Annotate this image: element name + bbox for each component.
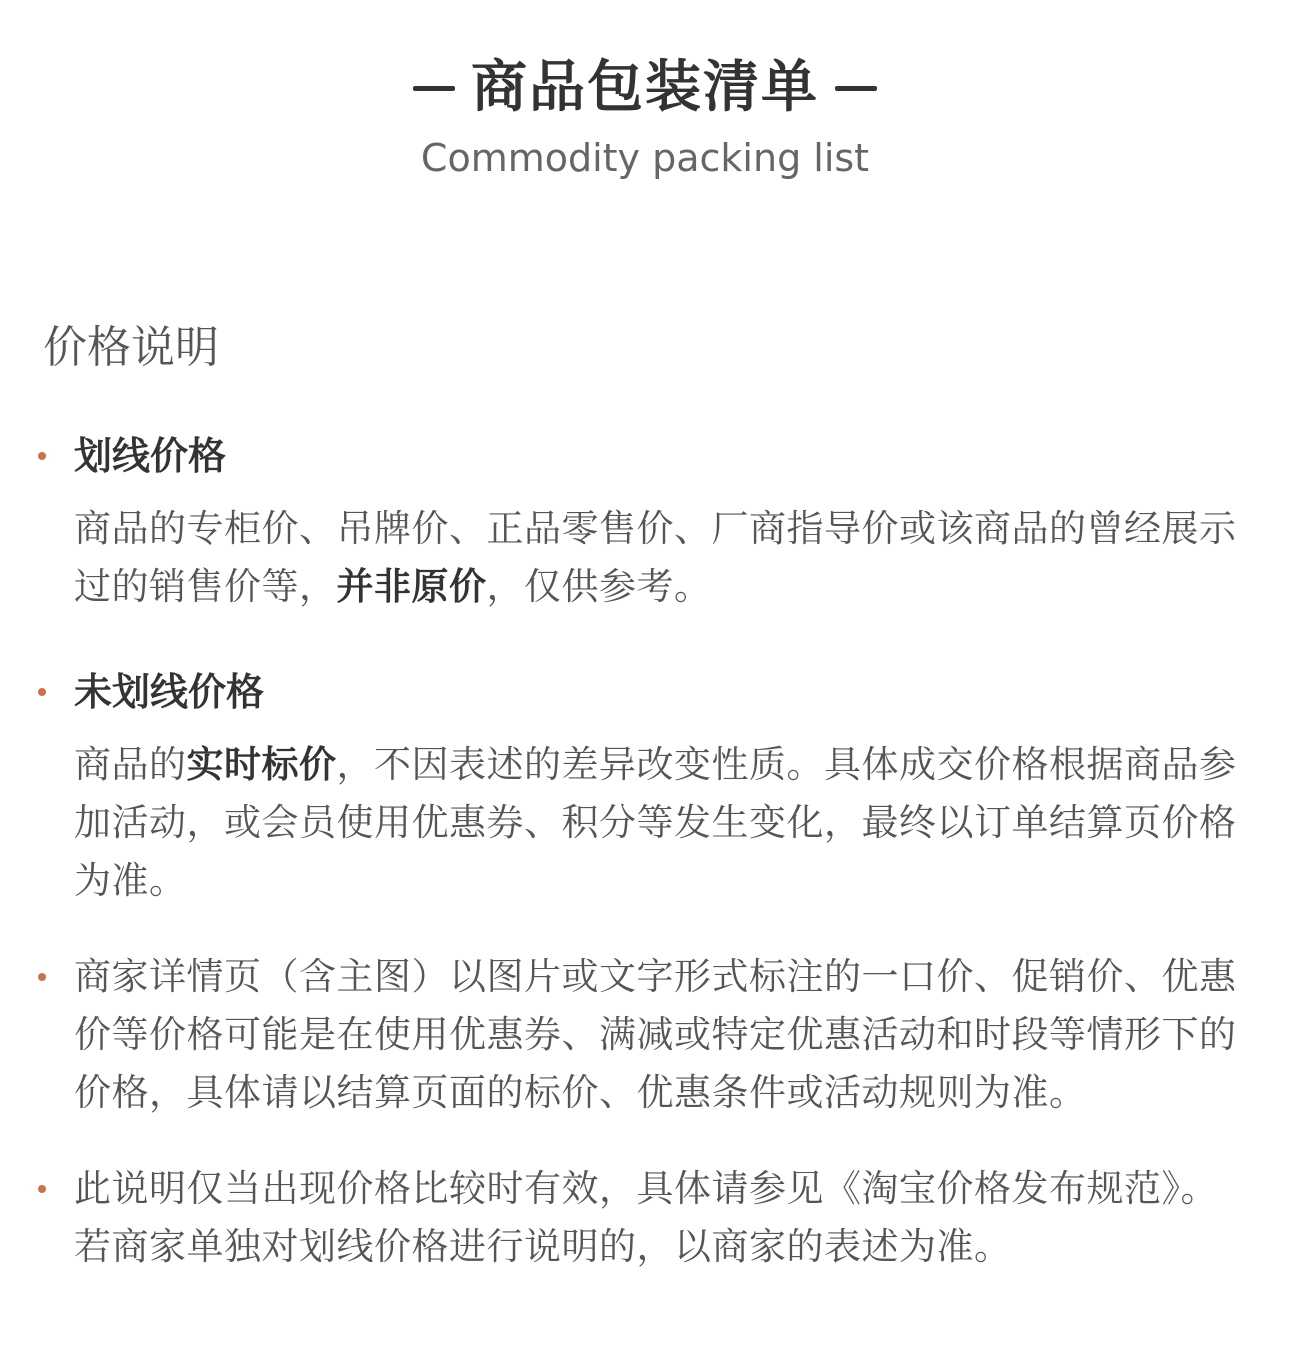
bullet-dot-icon (38, 688, 46, 696)
list-item-non-strikethrough-price (38, 662, 1248, 910)
title-dash-left (413, 86, 455, 91)
section-title: 价格说明 (43, 322, 219, 373)
bullet-dot-icon (38, 1185, 46, 1193)
item-body: 此说明仅当出现价格比较时有效，具体请参见《淘宝价格发布规范》。若商家单独对划线价格进行说明的，以商家的表述为准。 (74, 1167, 1218, 1268)
item-body-text: 商品的专柜价、吊牌价、正品零售价、厂商指导价或该商品的曾经展示过的销售价等， (74, 507, 1237, 608)
list-item-validity-note (38, 1160, 1248, 1276)
item-heading: 未划线价格 (74, 670, 265, 714)
item-body-emphasis: 实时标价 (186, 743, 337, 786)
item-body-text: ，不因表述的差异改变性质。具体成交价格根据商品参加活动，或会员使用优惠券、积分等发生变化，最终以订单结算页价格为准。 (74, 743, 1237, 902)
bullet-dot-icon (38, 973, 46, 981)
packing-list-header (0, 48, 1290, 188)
title-dash-right (835, 86, 877, 91)
bullet-dot-icon (38, 452, 46, 460)
price-explanation-list (38, 426, 1248, 1276)
item-body (74, 500, 1248, 616)
list-item-merchant-detail-price (38, 948, 1248, 1122)
item-body (74, 736, 1248, 910)
list-item-strikethrough-price (38, 426, 1248, 616)
item-heading: 划线价格 (74, 434, 227, 478)
item-body-text: ，仅供参考。 (486, 565, 712, 608)
item-body: 商家详情页（含主图）以图片或文字形式标注的一口价、促销价、优惠价等价格可能是在使用优惠券、满减或特定优惠活动和时段等情形下的价格，具体请以结算页面的标价、优惠条件或活动规则为准。 (74, 955, 1237, 1114)
item-body-text: 商品的 (74, 743, 187, 786)
header-title-row (0, 48, 1290, 128)
header-title: 商品包装清单 (471, 55, 819, 120)
header-subtitle: Commodity packing list (420, 136, 870, 180)
item-body-emphasis: 并非原价 (336, 565, 487, 608)
